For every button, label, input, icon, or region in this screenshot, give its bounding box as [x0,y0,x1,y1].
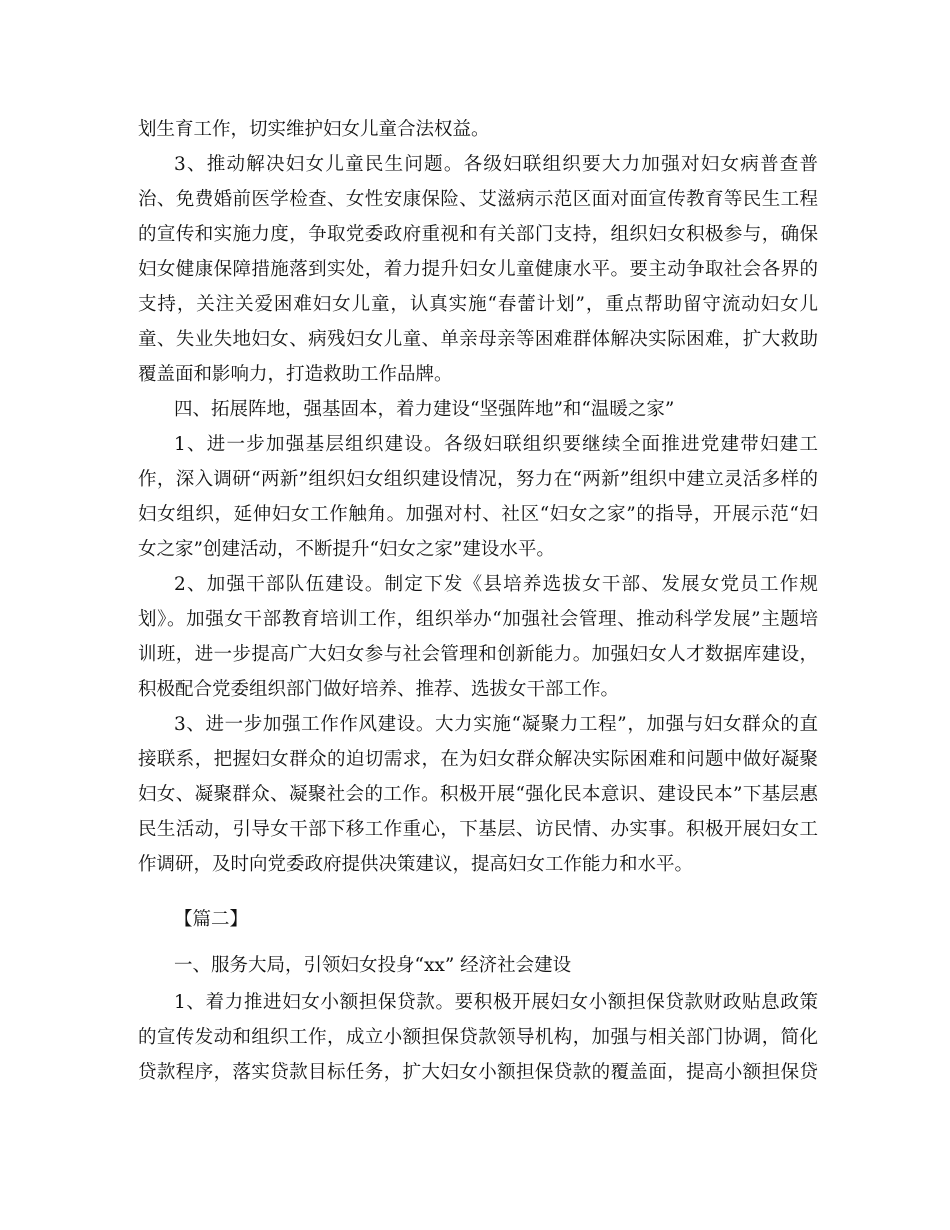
section-title: 【篇二】 [174,909,249,930]
text-line: 作调研，及时向党委政府提供决策建议，提高妇女工作能力和水平。 [138,854,694,875]
text-line: 1、着力推进妇女小额担保贷款。要积极开展妇女小额担保贷款财政贴息政策 [174,992,818,1013]
text-line: 1、进一步加强基层组织建设。各级妇联组织要继续全面推进党建带妇建工 [174,434,818,455]
text-line: 3、进一步加强工作作风建设。大力实施“凝聚力工程”，加强与妇女群众的直 [174,714,818,735]
text-line: 3、推动解决妇女儿童民生问题。各级妇联组织要大力加强对妇女病普查普 [174,154,818,175]
text-line: 划生育工作，切实维护妇女儿童合法权益。 [138,119,490,140]
text-line: 妇女、凝聚群众、凝聚社会的工作。积极开展“强化民本意识、建设民本”下基层惠 [138,784,818,805]
text-line: 女之家”创建活动，不断提升“妇女之家”建设水平。 [138,539,555,560]
text-line: 民生活动，引导女干部下移工作重心，下基层、访民情、办实事。积极开展妇女工 [138,819,818,840]
text-line: 妇女健康保障措施落到实处，着力提升妇女儿童健康水平。要主动争取社会各界的 [138,259,818,280]
section-heading: 一、服务大局，引领妇女投身“xx” 经济社会建设 [174,955,572,976]
text-line: 的宣传和实施力度，争取党委政府重视和有关部门支持，组织妇女积极参与，确保 [138,224,818,245]
text-line: 2、加强干部队伍建设。制定下发《县培养选拔女干部、发展女党员工作规 [174,574,818,595]
text-line: 贷款程序，落实贷款目标任务，扩大妇女小额担保贷款的覆盖面，提高小额担保贷 [138,1062,818,1083]
text-line: 治、免费婚前医学检查、女性安康保险、艾滋病示范区面对面宣传教育等民生工程 [138,189,818,210]
text-line: 接联系，把握妇女群众的迫切需求，在为妇女群众解决实际困难和问题中做好凝聚 [138,749,818,770]
text-line: 积极配合党委组织部门做好培养、推荐、选拔女干部工作。 [138,679,620,700]
section-heading: 四、拓展阵地，强基固本，着力建设“坚强阵地”和“温暖之家” [174,399,675,420]
text-line: 支持，关注关爱困难妇女儿童，认真实施“春蕾计划”，重点帮助留守流动妇女儿 [138,294,818,315]
text-line: 妇女组织，延伸妇女工作触角。加强对村、社区“妇女之家”的指导，开展示范“妇 [138,504,818,525]
text-line: 童、失业失地妇女、病残妇女儿童、单亲母亲等困难群体解决实际困难，扩大救助 [138,329,818,350]
text-line: 覆盖面和影响力，打造救助工作品牌。 [138,364,453,385]
text-line: 的宣传发动和组织工作，成立小额担保贷款领导机构，加强与相关部门协调，简化 [138,1027,818,1048]
text-line: 训班，进一步提高广大妇女参与社会管理和创新能力。加强妇女人才数据库建设， [138,644,818,665]
text-line: 划》。加强女干部教育培训工作，组织举办“加强社会管理、推动科学发展”主题培 [138,609,818,630]
text-line: 作，深入调研“两新”组织妇女组织建设情况，努力在“两新”组织中建立灵活多样的 [138,469,818,490]
